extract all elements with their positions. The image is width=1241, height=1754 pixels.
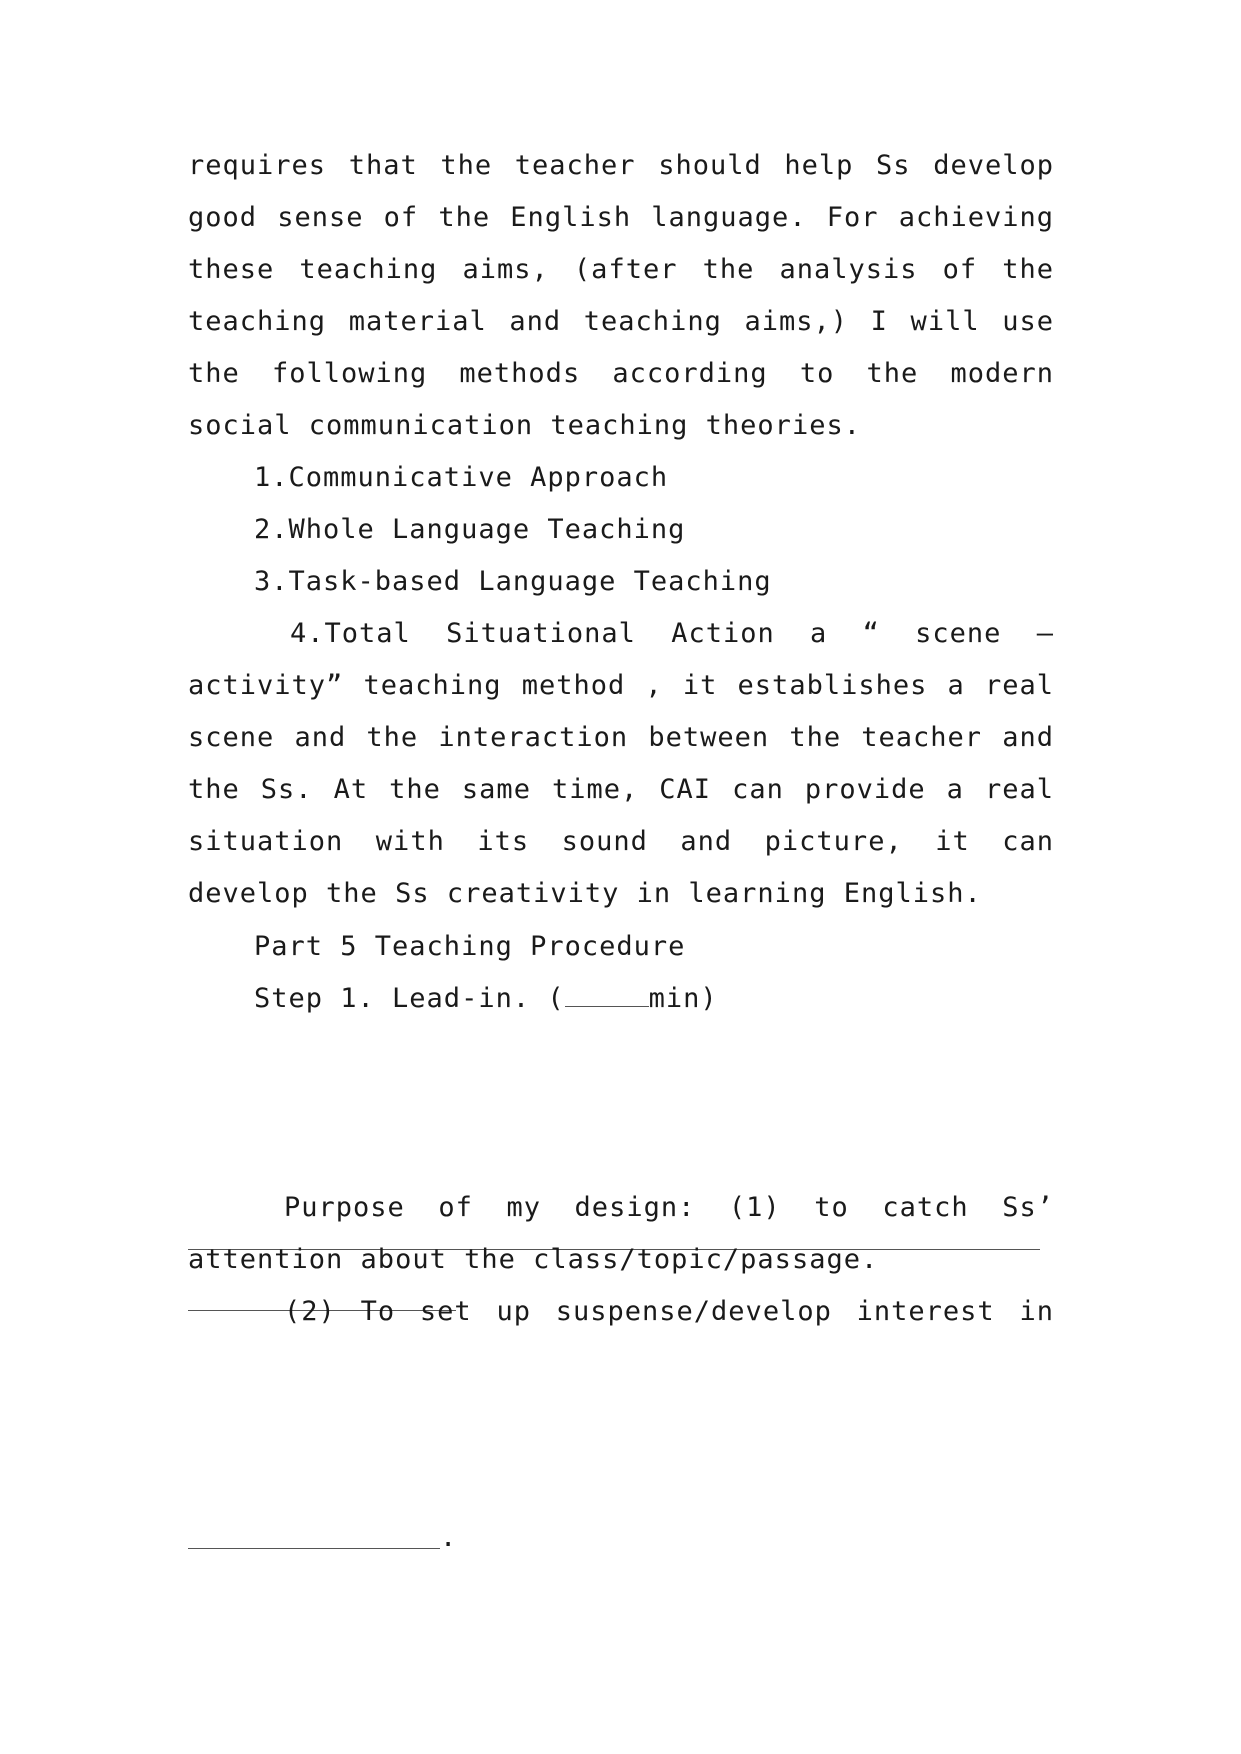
- method-item: 1.Communicative Approach: [254, 462, 669, 493]
- minutes-blank: [565, 984, 649, 1007]
- paragraph-line: Purpose of my design: (1) to catch Ss’: [284, 1192, 1054, 1223]
- paragraph-line: situation with its sound and picture, it can: [188, 826, 1054, 857]
- paragraph-line: activity” teaching method , it establishes a real: [188, 670, 1054, 701]
- step-prefix: Step 1. Lead-in. (: [254, 983, 565, 1014]
- paragraph-line: social communication teaching theories.: [188, 410, 861, 441]
- paragraph-line: the Ss. At the same time, CAI can provide a real: [188, 774, 1054, 805]
- paragraph-line: requires that the teacher should help Ss develop: [188, 150, 1054, 181]
- paragraph-line: develop the Ss creativity in learning English.: [188, 878, 982, 909]
- paragraph-line: these teaching aims, (after the analysis of the: [188, 254, 1054, 285]
- paragraph-line: teaching material and teaching aims,) I will use: [188, 306, 1054, 337]
- paragraph-line: (2) To set up suspense/develop interest in: [284, 1296, 1054, 1327]
- step-heading: [254, 981, 1054, 1017]
- paragraph-line: the following methods according to the modern: [188, 358, 1054, 389]
- section-heading: Part 5 Teaching Procedure: [254, 931, 686, 962]
- paragraph-line: attention about the class/topic/passage.: [188, 1244, 879, 1275]
- step-suffix: min): [648, 983, 718, 1014]
- fill-in-line: [188, 1548, 440, 1549]
- paragraph-line: 4.Total Situational Action a “ scene —: [290, 618, 1054, 649]
- method-item: 2.Whole Language Teaching: [254, 514, 686, 545]
- end-mark: .: [440, 1522, 458, 1553]
- method-item: 3.Task-based Language Teaching: [254, 566, 772, 597]
- paragraph-line: good sense of the English language. For achieving: [188, 202, 1054, 233]
- paragraph-line: scene and the interaction between the teacher and: [188, 722, 1054, 753]
